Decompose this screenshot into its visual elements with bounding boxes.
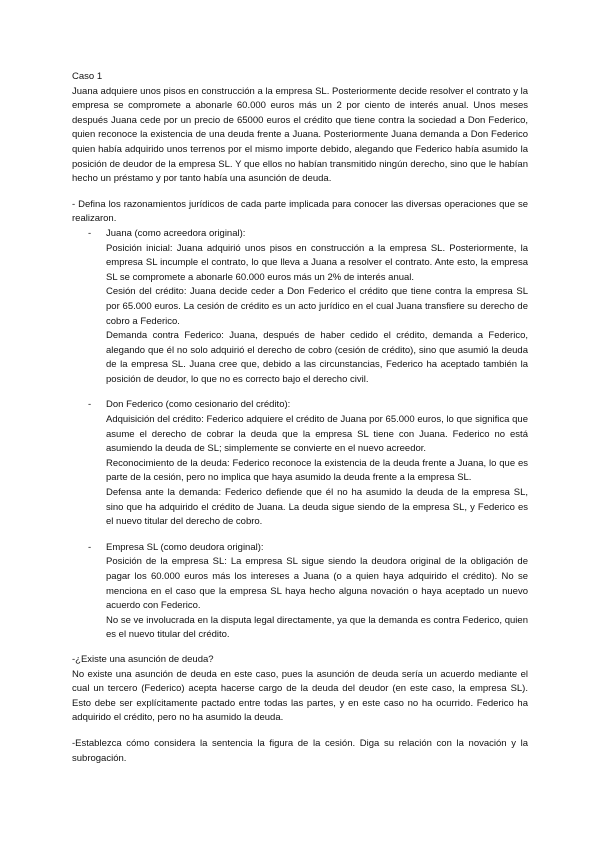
document-page [72,70,528,766]
answer-debt-assumption: No existe una asunción de deuda en este caso, pues la asunción de deuda sería un acuerdo mediante el cual un tercero (Federico) acepta hacerse cargo de la deuda del deudor (en este caso, la empresa SL). Esto debe ser explícitamente pactado entre todas las partes, y en este caso no ha ocurrido. Federico ha adquirido el crédito, pero no ha asumido la deuda. [72,668,528,724]
party-empresa-sl [72,541,528,643]
party-heading: Empresa SL (como deudora original): [106,541,264,553]
spacer [72,387,528,398]
bullet-marker: - [88,541,92,553]
bullet-marker: - [88,399,92,411]
party-heading: Don Federico (como cesionario del crédito): [106,399,291,411]
question-reasoning: - Defina los razonamientos jurídicos de cada parte implicada para conocer las diversas operaciones que se realizaron. [72,198,528,225]
party-paragraph: Reconocimiento de la deuda: Federico reconoce la existencia de la deuda frente a Juana, lo que es parte de la cesión, pero no implica que haya asumido la deuda frente a la empresa SL. [106,457,528,484]
party-paragraph: Posición de la empresa SL: La empresa SL sigue siendo la deudora original de la obligación de pagar los 60.000 euros más los intereses a Juana (o a quien haya adquirido el crédito). No se menciona en el caso que la empresa SL haya hecho alguna novación o haya aceptado un nuevo acuerdo con Federico. [106,556,528,612]
party-paragraph: Posición inicial: Juana adquirió unos pisos en construcción a la empresa SL. Posteriormente, la empresa SL incumple el contrato, lo que lleva a Juana a resolver el contrato. Ante esto, la empresa SL se compromete a abonarle 60.000 euros más un 2% de interés anual. [106,242,528,283]
spacer [72,726,528,737]
party-paragraph: Cesión del crédito: Juana decide ceder a Don Federico el crédito que tiene contra la empresa SL por 65.000 euros. La cesión de crédito es un acto jurídico en el cual Juana transfiere su derecho de cobro a Federico. [106,286,528,327]
question-debt-assumption: -¿Existe una asunción de deuda? [72,653,214,665]
spacer [72,643,528,653]
spacer [72,187,528,198]
party-paragraph: Demanda contra Federico: Juana, después de haber cedido el crédito, demanda a Federico, alegando que él no solo adquirió el derecho de cobro (cesión de crédito), sino que asumió la deuda de la empresa SL. Juana cree que, debido a las circunstancias, Federico ha aceptado también la posición de deudor, lo que no es correcto bajo el derecho civil. [106,330,528,385]
party-juana [72,227,528,388]
spacer [72,530,528,541]
party-paragraph: Adquisición del crédito: Federico adquiere el crédito de Juana por 65.000 euros, lo que significa que asume el derecho de cobrar la deuda que la empresa SL tiene con Juana. Federico no está asumiendo la deuda de SL; simplemente se convierte en el nuevo acreedor. [106,414,528,455]
party-heading: Juana (como acreedora original): [106,227,246,239]
question-assignment: -Establezca cómo considera la sentencia la figura de la cesión. Diga su relación con la novación y la subrogación. [72,737,528,764]
case-title: Caso 1 [72,71,103,82]
case-statement: Juana adquiere unos pisos en construcción a la empresa SL. Posteriormente decide resolver el contrato y la empresa se compromete a abonarle 60.000 euros más un 2 por ciento de interés anual. Unos meses después Juana cede por un precio de 65000 euros el crédito que tiene contra la sociedad a Don Federico, quien reconoce la existencia de una deuda frente a Juana. Posteriormente Juana demanda a Don Federico quien había adquirido unos terrenos por el mismo importe debido, alegando que Federico había asumido la posición de deudor de la empresa SL. Y que ellos no habían transmitido ningún derecho, sino que le habían hecho un préstamo y por tanto había una asunción de deuda. [72,85,528,185]
party-federico [72,398,528,529]
party-paragraph: Defensa ante la demanda: Federico defiende que él no ha asumido la deuda de la empresa SL, sino que ha adquirido el crédito de Juana. La deuda sigue siendo de la empresa SL, y Federico es el nuevo titular del derecho de cobro. [106,487,528,528]
party-paragraph: No se ve involucrada en la disputa legal directamente, ya que la demanda es contra Federico, quien es el nuevo titular del crédito. [106,614,528,641]
bullet-marker: - [88,227,92,239]
